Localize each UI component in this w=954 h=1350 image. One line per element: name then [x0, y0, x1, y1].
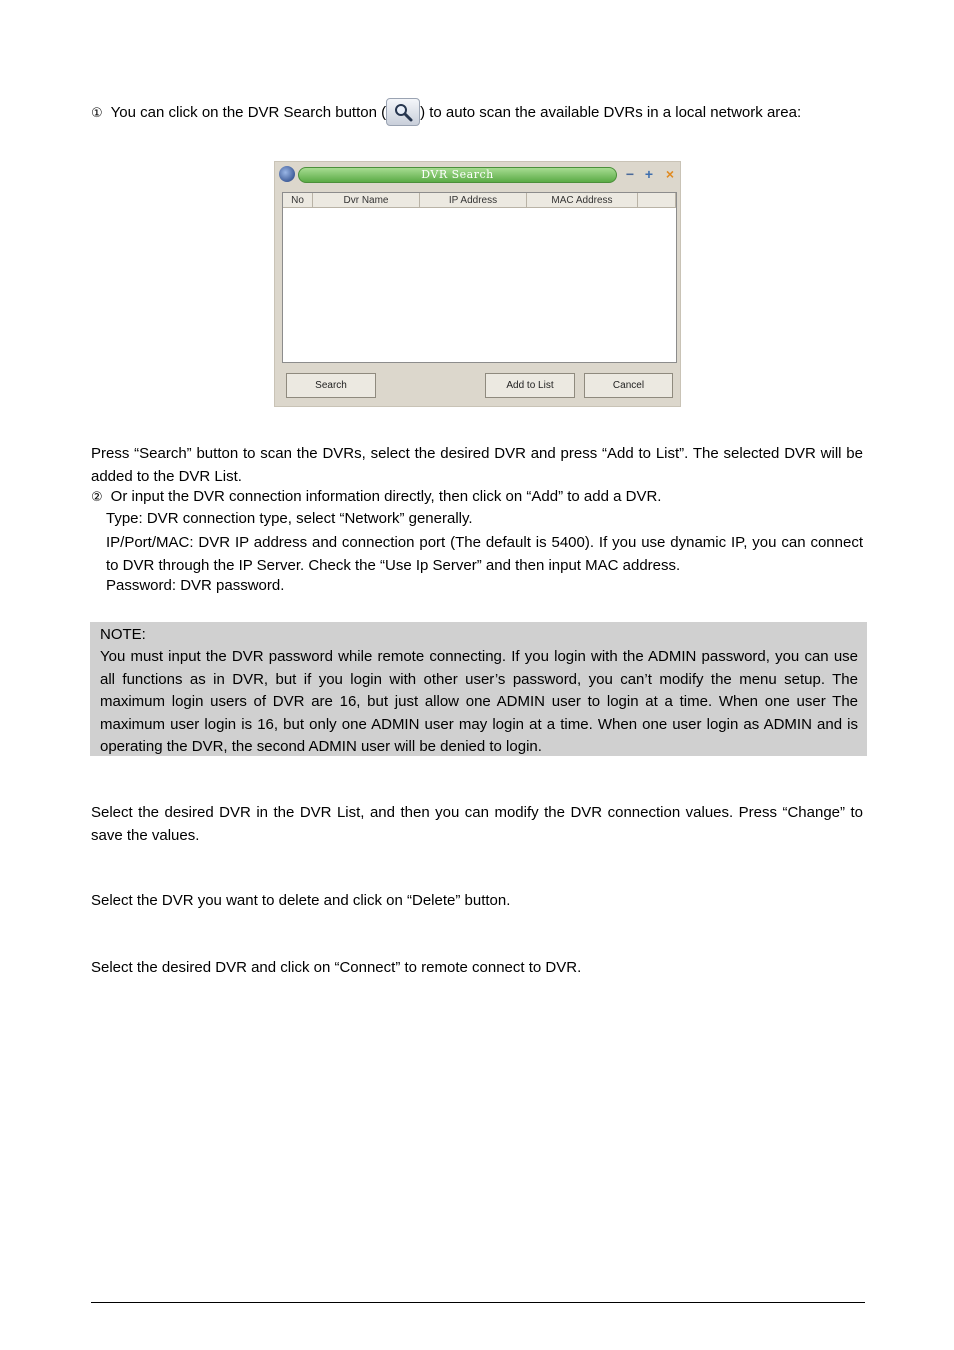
- ip-port-mac-text: IP/Port/MAC: DVR IP address and connection port (The default is 5400). If you use dynamic IP, you can connect to DVR through the IP Server. Check the “Use Ip Server” and then input MAC address.: [106, 534, 863, 574]
- note-title: NOTE:: [100, 626, 146, 643]
- search-instructions: Press “Search” button to scan the DVRs, select the desired DVR and press “Add to List”. The selected DVR will be added to the DVR List.: [91, 445, 863, 485]
- step-2-body: Or input the DVR connection information directly, then click on “Add” to add a DVR.: [110, 488, 662, 505]
- step-1-text: [91, 98, 801, 126]
- dvr-result-list[interactable]: [282, 192, 677, 363]
- connect-instructions: Select the desired DVR and click on “Connect” to remote connect to DVR.: [91, 959, 582, 976]
- step-2-text: [91, 488, 661, 505]
- column-no[interactable]: No: [283, 193, 313, 208]
- delete-instructions: Select the DVR you want to delete and click on “Delete” button.: [91, 892, 511, 909]
- step-2-marker: ②: [91, 489, 103, 504]
- add-to-list-button[interactable]: Add to List: [485, 373, 575, 398]
- step-1-after: ) to auto scan the available DVRs in a local network area:: [420, 104, 802, 121]
- column-extra[interactable]: [638, 193, 676, 208]
- search-button[interactable]: Search: [286, 373, 376, 398]
- note-body: You must input the DVR password while remote connecting. If you login with the ADMIN password, you can use all functions as in DVR, but if you login with other user’s password, you can’t modify the menu setup. The maximum login users of DVR are 16, but just allow one ADMIN user to login at a time. When one user The maximum user login is 16, but only one ADMIN user may login at a time. When one user login as ADMIN and is operating the DVR, the second ADMIN user will be denied to login.: [100, 648, 858, 755]
- cancel-button[interactable]: Cancel: [584, 373, 673, 398]
- step-1-marker: ①: [91, 105, 103, 120]
- type-line: Type: DVR connection type, select “Network” generally.: [106, 510, 473, 527]
- step-1-before: You can click on the DVR Search button (: [110, 104, 387, 121]
- dialog-title: DVR Search: [298, 167, 617, 183]
- footer-rule: [91, 1302, 865, 1303]
- magnifier-icon: [386, 98, 420, 126]
- maximize-icon[interactable]: +: [644, 166, 654, 182]
- column-dvr-name[interactable]: Dvr Name: [313, 193, 420, 208]
- column-mac-address[interactable]: MAC Address: [527, 193, 638, 208]
- dvr-search-dialog: [274, 161, 681, 407]
- app-logo-icon: [279, 166, 295, 182]
- change-instructions: Select the desired DVR in the DVR List, and then you can modify the DVR connection values. Press “Change” to save the values.: [91, 804, 863, 844]
- minimize-icon[interactable]: −: [625, 166, 635, 182]
- column-ip-address[interactable]: IP Address: [420, 193, 527, 208]
- password-line: Password: DVR password.: [106, 577, 285, 594]
- close-icon[interactable]: ×: [665, 166, 675, 182]
